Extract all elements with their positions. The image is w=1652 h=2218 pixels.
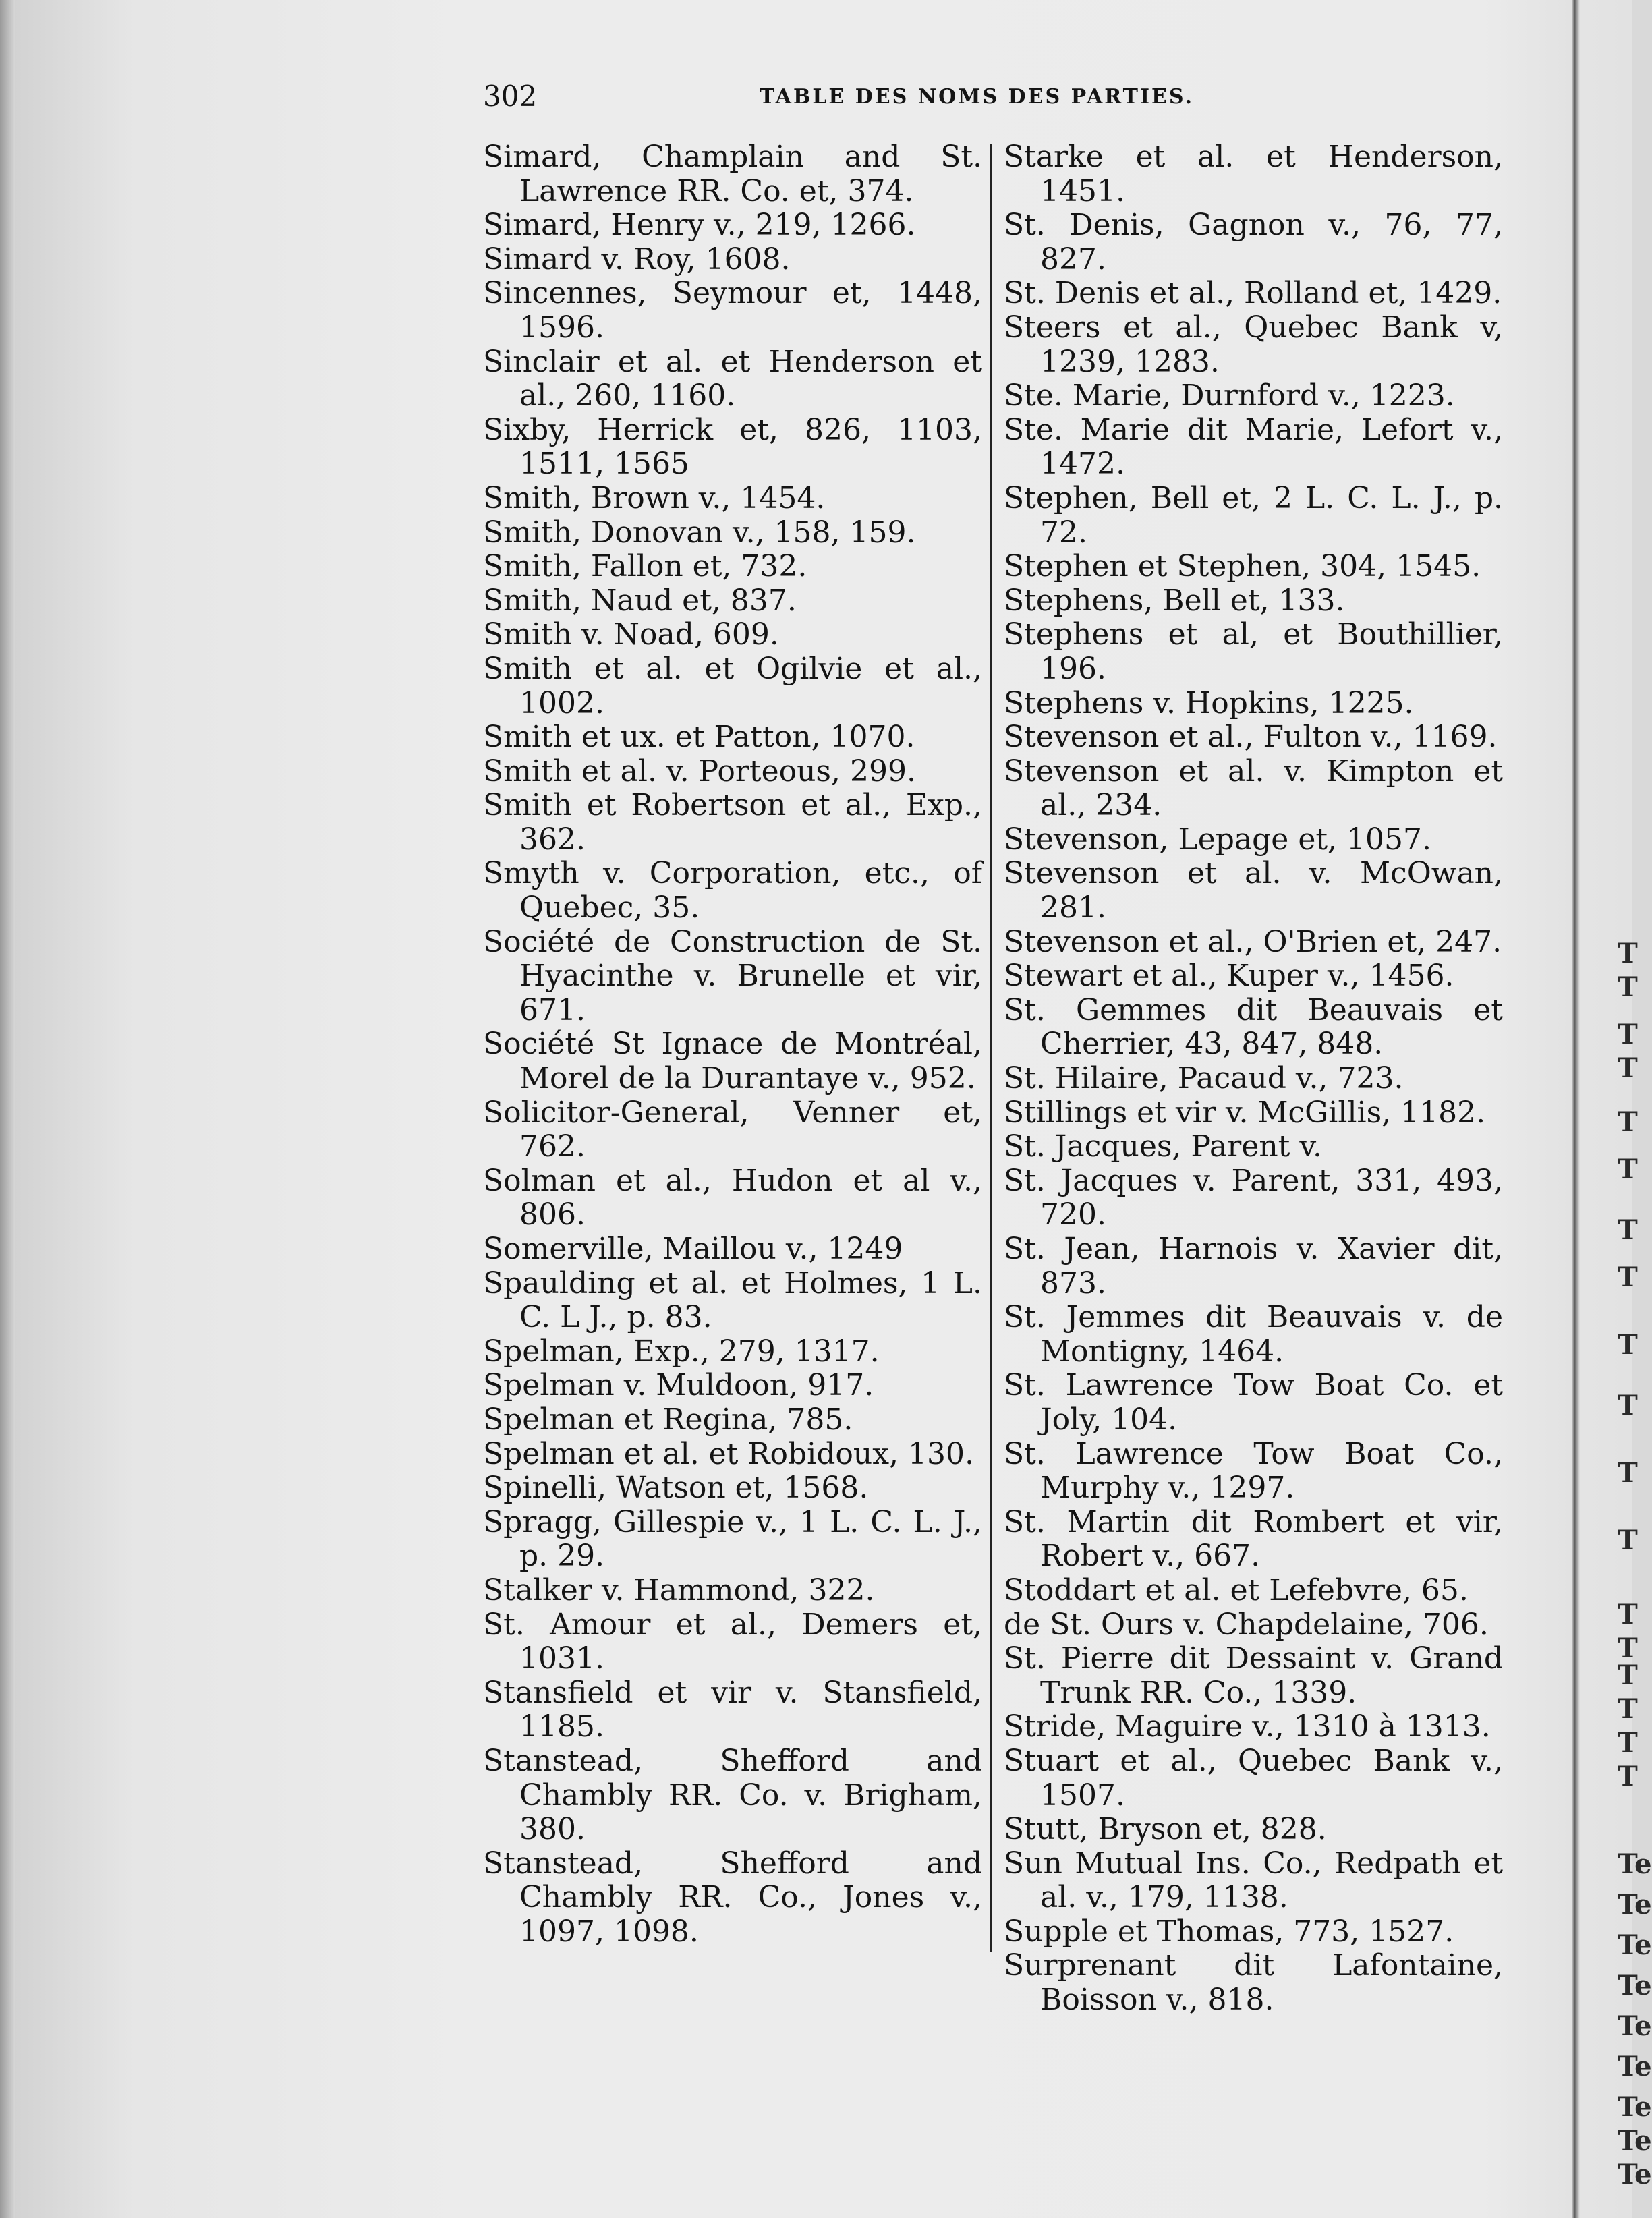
index-entry: Smith et al. et Ogilvie et al., 1002. xyxy=(483,651,982,720)
running-title: TABLE DES NOMS DES PARTIES. xyxy=(760,85,1194,109)
index-entry: Simard v. Roy, 1608. xyxy=(483,241,791,277)
index-entry: Smith et al. v. Porteous, 299. xyxy=(483,753,916,789)
index-entry: Stevenson et al., O'Brien et, 247. xyxy=(1004,924,1502,959)
facing-page-letter: T xyxy=(1618,971,1638,1003)
index-entry: Spelman et Regina, 785. xyxy=(483,1402,853,1437)
index-entry: Société de Construction de St. Hyacinthe v. Brunelle et vir, 671. xyxy=(483,924,982,1027)
index-entry: Spelman et al. et Robidoux, 130. xyxy=(483,1436,974,1471)
facing-page-letter: Te xyxy=(1618,2125,1652,2157)
index-entry: Somerville, Maillou v., 1249 xyxy=(483,1232,903,1266)
index-entry: Stephens et al, et Bouthillier, 196. xyxy=(1004,617,1503,686)
index-entry: Spelman, Exp., 279, 1317. xyxy=(483,1334,880,1369)
index-entry: Stanstead, Shefford and Chambly RR. Co., Jones v., 1097, 1098. xyxy=(483,1846,982,1949)
index-entry: Smith, Naud et, 837. xyxy=(483,583,797,618)
index-entry: St. Amour et al., Demers et, 1031. xyxy=(483,1607,982,1676)
column-divider xyxy=(990,144,992,1952)
facing-page-letter: T xyxy=(1618,1761,1638,1792)
facing-page-letter: T xyxy=(1618,1599,1638,1630)
index-entry: St. Martin dit Rombert et vir, Robert v., 667. xyxy=(1004,1504,1503,1574)
index-entry: Stevenson et al. v. Kimpton et al., 234. xyxy=(1004,753,1503,823)
facing-page-letter: T xyxy=(1618,1390,1638,1421)
index-entry: Smyth v. Corporation, etc., of Quebec, 35. xyxy=(483,856,982,926)
index-entry: St. Pierre dit Dessaint v. Grand Trunk RR. Co., 1339. xyxy=(1004,1641,1503,1710)
index-entry: Sinclair et al. et Henderson et al., 260, 1160. xyxy=(483,344,982,414)
index-entry: Simard, Henry v., 219, 1266. xyxy=(483,208,916,243)
page-number: 302 xyxy=(483,80,538,113)
facing-page-letter: Te xyxy=(1618,1970,1652,2001)
facing-page-letter: T xyxy=(1618,1261,1638,1293)
facing-page-letter: T xyxy=(1618,1154,1638,1185)
index-entry: Ste. Marie dit Marie, Lefort v., 1472. xyxy=(1004,412,1503,482)
facing-page-letter: T xyxy=(1618,1727,1638,1759)
index-entry: Sincennes, Seymour et, 1448, 1596. xyxy=(483,276,982,345)
index-entry: Société St Ignace de Montréal, Morel de la Durantaye v., 952. xyxy=(483,1027,982,1096)
binding-gutter xyxy=(0,0,15,2218)
index-entry: Spinelli, Watson et, 1568. xyxy=(483,1471,869,1506)
page-header xyxy=(483,80,1390,127)
facing-page-letter: Te xyxy=(1618,2091,1652,2123)
index-entry: St. Jacques, Parent v. xyxy=(1004,1129,1322,1164)
facing-page-letter: Te xyxy=(1618,2159,1652,2190)
index-entry: Smith, Donovan v., 158, 159. xyxy=(483,515,916,550)
facing-page-letter: T xyxy=(1618,1632,1638,1664)
index-entry: Solicitor-General, Venner et, 762. xyxy=(483,1095,982,1164)
index-entry: Simard, Champlain and St. Lawrence RR. Co. et, 374. xyxy=(483,140,982,208)
facing-page-letter: T xyxy=(1618,1214,1638,1246)
index-entry: Stuart et al., Quebec Bank v., 1507. xyxy=(1004,1743,1503,1813)
index-entry: St. Jean, Harnois v. Xavier dit, 873. xyxy=(1004,1232,1503,1301)
index-entry: Stoddart et al. et Lefebvre, 65. xyxy=(1004,1572,1469,1608)
facing-page-letter: Te xyxy=(1618,1889,1652,1921)
index-entry: Stephen et Stephen, 304, 1545. xyxy=(1004,549,1481,584)
facing-page-letter: T xyxy=(1618,1329,1638,1361)
index-entry: Smith, Brown v., 1454. xyxy=(483,480,826,515)
index-entry: Stillings et vir v. McGillis, 1182. xyxy=(1004,1095,1486,1130)
index-entry: St. Lawrence Tow Boat Co. et Joly, 104. xyxy=(1004,1368,1503,1437)
index-entry: Stephens, Bell et, 133. xyxy=(1004,583,1345,618)
index-entry: Smith et Robertson et al., Exp., 362. xyxy=(483,788,982,857)
facing-page-letter: T xyxy=(1618,1659,1638,1691)
index-entry: Supple et Thomas, 773, 1527. xyxy=(1004,1914,1454,1949)
facing-page-letter: T xyxy=(1618,1693,1638,1725)
index-entry: St. Lawrence Tow Boat Co., Murphy v., 1297. xyxy=(1004,1436,1503,1506)
index-entry: Spelman v. Muldoon, 917. xyxy=(483,1368,874,1403)
index-entry: Stutt, Bryson et, 828. xyxy=(1004,1812,1327,1847)
index-entry: St. Denis et al., Rolland et, 1429. xyxy=(1004,276,1502,311)
index-entry: Stephen, Bell et, 2 L. C. L. J., p. 72. xyxy=(1004,480,1503,550)
facing-page-letter: T xyxy=(1618,1019,1638,1050)
facing-page-letter: T xyxy=(1618,1106,1638,1138)
index-entry: Solman et al., Hudon et al v., 806. xyxy=(483,1163,982,1232)
index-entry: Smith, Fallon et, 732. xyxy=(483,549,807,584)
facing-page-letter: T xyxy=(1618,1525,1638,1556)
index-entry: Stephens v. Hopkins, 1225. xyxy=(1004,685,1414,720)
index-entry: Stansfield et vir v. Stansfield, 1185. xyxy=(483,1675,982,1744)
index-entry: Stevenson et al. v. McOwan, 281. xyxy=(1004,856,1503,926)
index-entry: St. Gemmes dit Beauvais et Cherrier, 43, 847, 848. xyxy=(1004,992,1503,1062)
index-entry: St. Denis, Gagnon v., 76, 77, 827. xyxy=(1004,208,1503,277)
index-entry: Smith v. Noad, 609. xyxy=(483,617,779,652)
facing-page-edge xyxy=(1615,0,1652,2218)
index-entry: Sun Mutual Ins. Co., Redpath et al. v., 179, 1138. xyxy=(1004,1846,1503,1915)
index-entry: Surprenant dit Lafontaine, Boisson v., 818. xyxy=(1004,1948,1503,2018)
index-entry: Stride, Maguire v., 1310 à 1313. xyxy=(1004,1709,1491,1744)
index-entry: Starke et al. et Henderson, 1451. xyxy=(1004,140,1503,208)
facing-page-letter: Te xyxy=(1618,1929,1652,1961)
index-entry: Smith et ux. et Patton, 1070. xyxy=(483,720,915,755)
index-entry: de St. Ours v. Chapdelaine, 706. xyxy=(1004,1607,1489,1642)
facing-page-letter: Te xyxy=(1618,2051,1652,2082)
index-entry: Steers et al., Quebec Bank v, 1239, 1283. xyxy=(1004,310,1503,379)
index-entry: Stewart et al., Kuper v., 1456. xyxy=(1004,959,1454,994)
facing-page-letter: T xyxy=(1618,938,1638,969)
index-entry: Stalker v. Hammond, 322. xyxy=(483,1572,875,1608)
facing-page-letter: T xyxy=(1618,1457,1638,1489)
index-entry: St. Hilaire, Pacaud v., 723. xyxy=(1004,1061,1404,1096)
facing-page-letter: T xyxy=(1618,1052,1638,1084)
index-entry: Sixby, Herrick et, 826, 1103, 1511, 1565 xyxy=(483,412,982,482)
index-entry: Stevenson, Lepage et, 1057. xyxy=(1004,822,1431,857)
facing-page-letter: Te xyxy=(1618,2010,1652,2042)
index-entry: Ste. Marie, Durnford v., 1223. xyxy=(1004,378,1455,414)
index-entry: St. Jemmes dit Beauvais v. de Montigny, 1464. xyxy=(1004,1300,1503,1369)
index-entry: Spaulding et al. et Holmes, 1 L. C. L J., p. 83. xyxy=(483,1266,982,1335)
index-column-left xyxy=(483,140,982,1949)
index-entry: Stanstead, Shefford and Chambly RR. Co. v. Brigham, 380. xyxy=(483,1743,982,1847)
index-entry: Spragg, Gillespie v., 1 L. C. L. J., p. 29. xyxy=(483,1504,982,1574)
index-column-right xyxy=(1004,140,1503,2018)
index-entry: St. Jacques v. Parent, 331, 493, 720. xyxy=(1004,1163,1503,1232)
facing-page-letter: Te xyxy=(1618,1848,1652,1880)
index-entry: Stevenson et al., Fulton v., 1169. xyxy=(1004,720,1498,755)
